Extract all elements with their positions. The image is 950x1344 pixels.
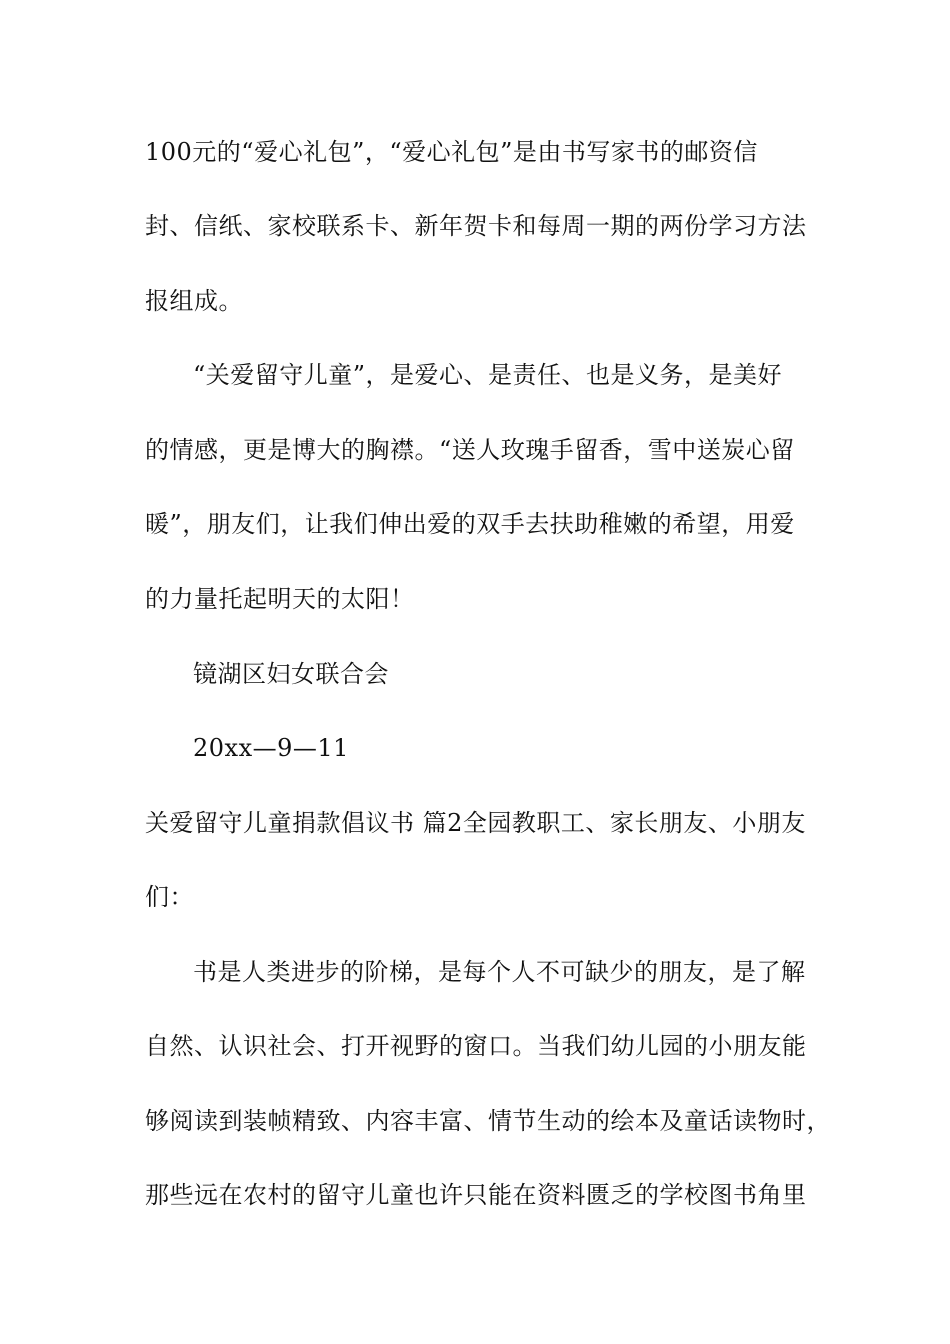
signature-organization: 镜湖区妇女联合会: [193, 660, 389, 688]
paragraph-line: 书是人类进步的阶梯，是每个人不可缺少的朋友，是了解: [193, 958, 806, 986]
paragraph-line: 的力量托起明天的太阳！: [145, 585, 415, 613]
paragraph-line: 够阅读到装帧精致、内容丰富、情节生动的绘本及童话读物时，: [145, 1107, 831, 1135]
paragraph-line: “关爱留守儿童”，是爱心、是责任、也是义务，是美好: [193, 361, 783, 389]
paragraph-line: 的情感，更是博大的胸襟。“送人玫瑰手留香，雪中送炭心留: [145, 436, 795, 464]
section-heading: 关爱留守儿童捐款倡议书 篇2全园教职工、家长朋友、小朋友: [145, 809, 806, 837]
paragraph-line: 100元的“爱心礼包”，“爱心礼包”是由书写家书的邮资信: [145, 138, 758, 166]
paragraph-line: 自然、认识社会、打开视野的窗口。当我们幼儿园的小朋友能: [145, 1032, 807, 1060]
signature-date: 20xx—9—11: [193, 734, 349, 762]
paragraph-line: 那些远在农村的留守儿童也许只能在资料匮乏的学校图书角里: [145, 1181, 807, 1209]
paragraph-line: 暖”，朋友们，让我们伸出爱的双手去扶助稚嫩的希望，用爱: [145, 510, 795, 538]
paragraph-line: 封、信纸、家校联系卡、新年贺卡和每周一期的两份学习方法: [145, 212, 807, 240]
paragraph-line: 报组成。: [145, 287, 243, 315]
paragraph-line: 们：: [145, 883, 194, 911]
